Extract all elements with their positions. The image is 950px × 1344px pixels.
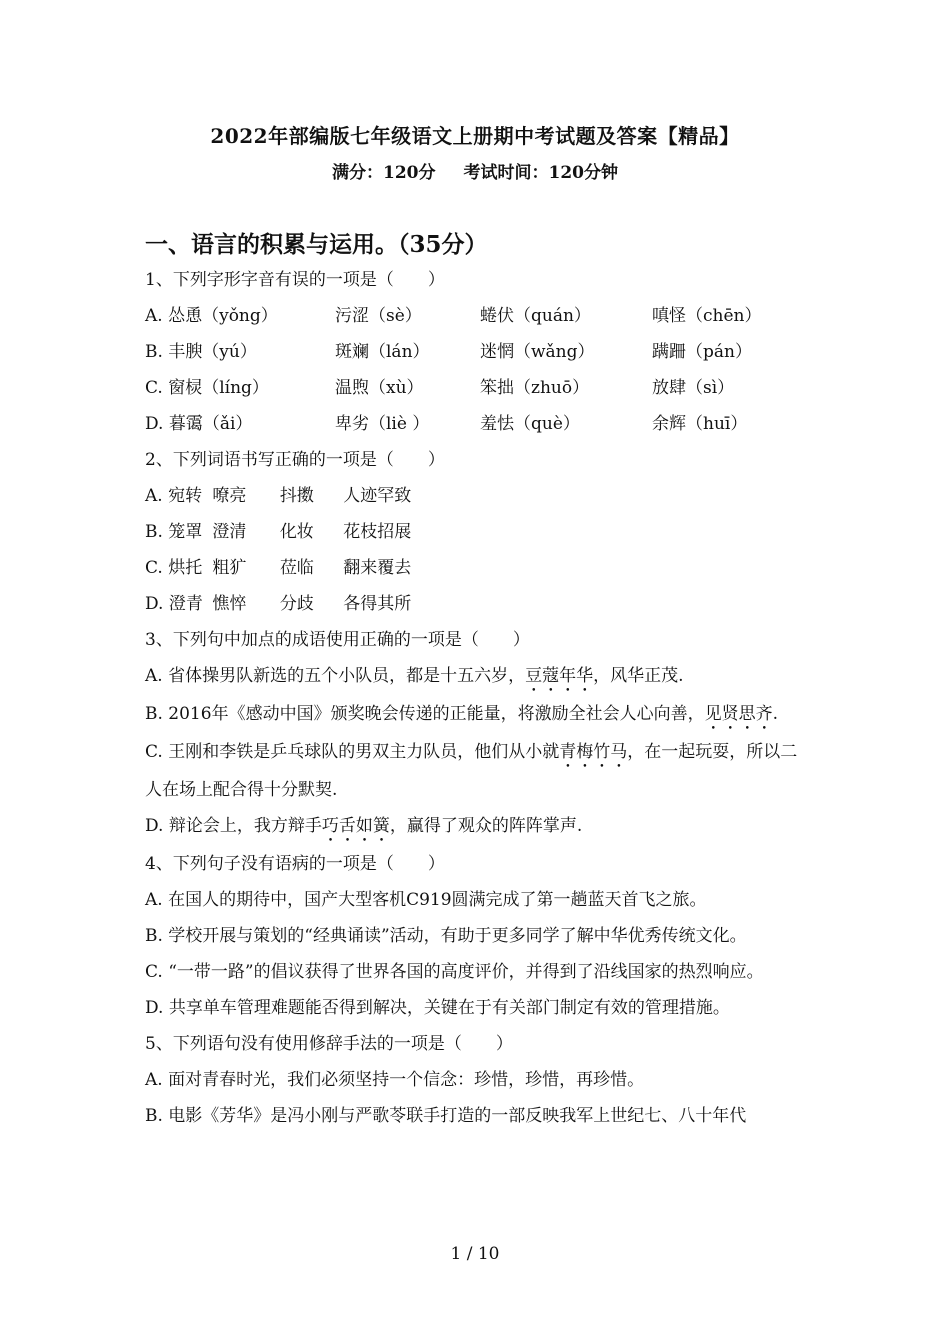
q2-stem: 2、下列词语书写正确的一项是（ ） (145, 450, 445, 470)
q5-option-a: A. 面对青春时光，我们必须坚持一个信念：珍惜，珍惜，再珍惜。 (145, 1070, 645, 1090)
q2-c-word-4: 翻来覆去 (343, 558, 412, 578)
q2-option-c (145, 550, 810, 586)
q1-c-item-2: 温煦（xù） (335, 378, 424, 398)
q1-a-item-4: 嗔怪（chēn） (652, 306, 762, 326)
q1-c-item-1: C. 窗棂（líng） (145, 378, 269, 398)
q2-option-b (145, 514, 810, 550)
q1-b-item-4: 蹒跚（pán） (652, 342, 752, 362)
q3-d-tail: ，赢得了观众的阵阵掌声. (389, 816, 583, 836)
q1-option-d (145, 406, 810, 442)
q3-option-b (145, 696, 810, 734)
q1-b-item-3: 迷惘（wǎng） (480, 342, 595, 362)
q1-option-a (145, 298, 810, 334)
q1-d-item-3: 羞怯（què） (480, 414, 580, 434)
q3-b-tail: . (772, 704, 778, 724)
q2-d-word-1: D. 澄青 (145, 594, 203, 614)
q2-a-word-4: 人迹罕致 (343, 486, 412, 506)
page-number: 1 / 10 (450, 1244, 500, 1264)
q1-d-item-4: 余辉（huī） (652, 414, 748, 434)
q3-stem: 3、下列句中加点的成语使用正确的一项是（ ） (145, 630, 530, 650)
q1-c-item-3: 笨拙（zhuō） (480, 378, 590, 398)
q3-a-text: A. 省体操男队新选的五个小队员，都是十五六岁， (145, 666, 526, 686)
section-heading: 一、语言的积累与运用。（35分） (145, 231, 488, 258)
q3-c-idiom: 青梅竹马 (559, 742, 628, 762)
q1-c-item-4: 放肆（sì） (652, 378, 735, 398)
q2-d-word-3: 分歧 (279, 594, 314, 614)
q2-c-word-1: C. 烘托 (145, 558, 203, 578)
full-score: 满分：120分 (332, 163, 436, 183)
q5-stem: 5、下列语句没有使用修辞手法的一项是（ ） (145, 1034, 513, 1054)
q2-b-word-4: 花枝招展 (343, 522, 412, 542)
q4-option-c: C. “一带一路”的倡议获得了世界各国的高度评价，并得到了沿线国家的热烈响应。 (145, 962, 764, 982)
exam-time: 考试时间：120分钟 (463, 163, 618, 183)
q1-a-item-1: A. 怂恿（yǒng） (145, 306, 278, 326)
q2-d-word-4: 各得其所 (343, 594, 412, 614)
q2-a-word-1: A. 宛转 (145, 486, 203, 506)
q3-d-text: D. 辩论会上，我方辩手 (145, 816, 322, 836)
q1-option-b (145, 334, 810, 370)
q3-a-tail: ，风华正茂. (593, 666, 684, 686)
q1-b-item-2: 斑斓（lán） (335, 342, 430, 362)
q1-a-item-2: 污涩（sè） (335, 306, 422, 326)
q4-option-d: D. 共享单车管理难题能否得到解决，关键在于有关部门制定有效的管理措施。 (145, 998, 730, 1018)
q3-option-c (145, 734, 810, 808)
q1-a-item-3: 蜷伏（quán） (480, 306, 591, 326)
q2-c-word-3: 莅临 (279, 558, 314, 578)
q5-option-b: B. 电影《芳华》是冯小刚与严歌苓联手打造的一部反映我军上世纪七、八十年代 (145, 1106, 747, 1126)
q2-b-word-3: 化妆 (279, 522, 314, 542)
q2-b-word-2: 澄清 (212, 522, 247, 542)
q1-d-item-1: D. 暮霭（ǎi） (145, 414, 253, 434)
q2-option-a (145, 478, 810, 514)
q1-b-item-1: B. 丰腴（yú） (145, 342, 257, 362)
q3-b-idiom: 见贤思齐 (704, 704, 773, 724)
q3-option-d (145, 808, 810, 846)
q3-option-a (145, 658, 810, 696)
document-title: 2022年部编版七年级语文上册期中考试题及答案【精品】 (210, 124, 740, 148)
q3-d-idiom: 巧舌如簧 (321, 816, 390, 836)
q3-b-text: B. 2016年《感动中国》颁奖晚会传递的正能量，将激励全社会人心向善， (145, 704, 705, 724)
q2-a-word-2: 嘹亮 (212, 486, 247, 506)
q3-a-idiom: 豆蔻年华 (525, 666, 594, 686)
q1-d-item-2: 卑劣（liè ） (335, 414, 430, 434)
q2-a-word-3: 抖擞 (279, 486, 314, 506)
q3-c-text: C. 王刚和李铁是乒乓球队的男双主力队员，他们从小就 (145, 742, 560, 762)
q3-c-tail: ，在一起玩耍，所以二人在场上配合得十分默契. (145, 742, 798, 800)
q1-stem: 1、下列字形字音有误的一项是（ ） (145, 270, 445, 290)
q4-option-b: B. 学校开展与策划的“经典诵读”活动，有助于更多同学了解中华优秀传统文化。 (145, 926, 747, 946)
q2-c-word-2: 粗犷 (212, 558, 247, 578)
q4-option-a: A. 在国人的期待中，国产大型客机C919圆满完成了第一趟蓝天首飞之旅。 (145, 890, 707, 910)
q2-option-d (145, 586, 810, 622)
exam-info (0, 158, 950, 183)
q2-d-word-2: 憔悴 (212, 594, 247, 614)
q4-stem: 4、下列句子没有语病的一项是（ ） (145, 854, 445, 874)
q1-option-c (145, 370, 810, 406)
q2-b-word-1: B. 笼罩 (145, 522, 203, 542)
question-content (145, 262, 810, 1134)
